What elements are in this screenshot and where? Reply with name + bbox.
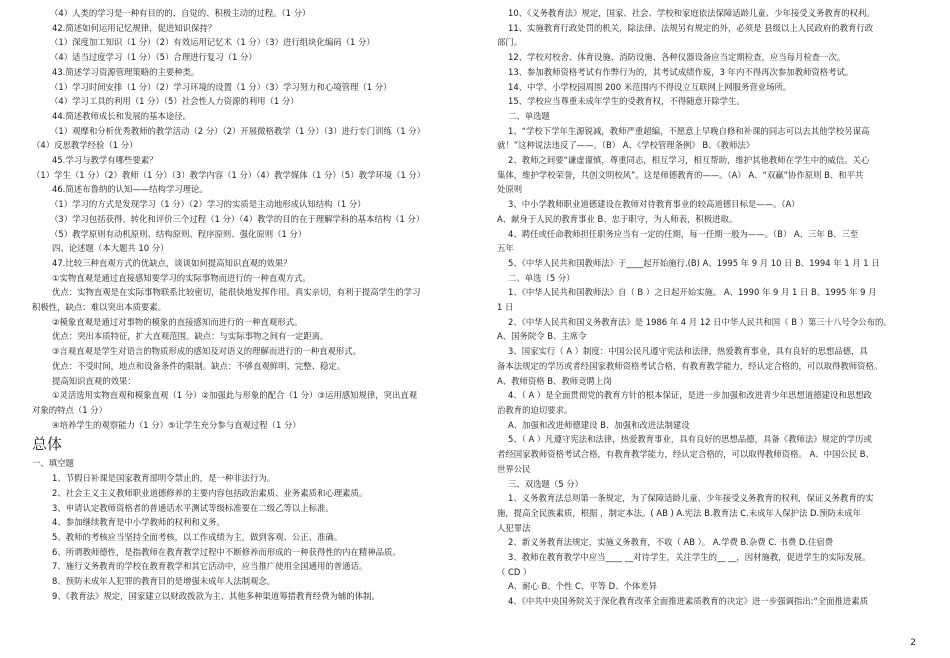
text-line: （4）人类的学习是一种有目的的、自觉的、积极主动的过程。（1 分） — [50, 8, 311, 18]
text-line: 5、《中华人民共和国教师法》于____起开始施行.(B) A、1995 年 9 月 10 日 B、1994 年 1 月 1 日 — [508, 257, 880, 268]
text-line: 8、预防未成年人犯罪的教育目的是增强未成年人法制观念。 — [52, 576, 276, 587]
text-line: 6、所谓教师德性，是指教师在教育教学过程中不断修养而形成的一种获得性的内在精神品质。 — [52, 546, 401, 557]
text-line: A、献身于人民的教育事业 B、忠于职守，为人师表，积极进取。 — [497, 213, 738, 224]
text-line: 13、参加教师资格考试有作弊行为的，其考试成绩作废，3 年内不得再次参加教师资格考试。 — [508, 66, 854, 77]
text-line: （1）深度加工知识（1 分）（2）有效运用记忆术（1 分）（3）进行组块化编码（1 分） — [50, 37, 375, 48]
text-line: 1 日 — [497, 302, 514, 313]
text-line: ②模象直观是通过对事物的模象的直接感知而进行的一种直观形式。 — [52, 316, 303, 327]
section-title: 总体 — [32, 435, 63, 454]
left-top-block — [32, 6, 456, 432]
text-line: 1、节假日补课是国家教育部明令禁止的，是一种非法行为。 — [52, 473, 276, 484]
text-line: ③言观直观是学生对语言的物质形成的感知及对语义的理解而进行的一种直观形式。 — [52, 346, 362, 357]
text-line: （1）学习的方式是发现学习（1 分）（2）学习的实质是主动地形成认知结构（1 分） — [50, 199, 366, 210]
text-line: 2、《中华人民共和国义务教育法》是 1986 年 4 月 12 日中华人民共和国（ B ）第三十八号令公布的。 — [508, 316, 892, 327]
text-line: （5）教学原则有动机原则、结构原则、程序原则、强化原则（1 分） — [50, 228, 307, 239]
text-line: 4、（ A ）是全面贯彻党的教育方针的根本保证，是进一步加强和改进青少年思想道德建设和思想政 — [508, 390, 872, 401]
text-line: 提高知识直观的效果： — [52, 375, 136, 386]
question-title: 47.比较三种直观方式的优缺点，谈谈如何提高知识直观的效果？ — [52, 257, 292, 268]
text-line: 5、（ A ）凡遵守宪法和法律，热爱教育事业，具有良好的思想品德，具备《教师法》规定的学历或 — [508, 434, 872, 445]
text-line: （4）学习工具的利用（1 分）（5）社会性人力资源的利用（1 分） — [50, 96, 299, 107]
text-line: 4、《中共中央国务院关于深化教育改革全面推进素质教育的决定》进一步强调指出:“全面推进素质 — [508, 596, 869, 607]
text-line: A、国务院令 B、主席令 — [497, 331, 587, 342]
question-title: 45.学习与教学有哪些要素？ — [52, 155, 158, 166]
text-line: 施，提高全民族素质，根据 ，制定本法。( AB ) A.宪法 B.教育法 C.未成年人保护法 D.预防未成年 — [497, 507, 862, 518]
text-line: 2、社会主义主义教师职业道德修养的主要内容包括政治素质、业务素质和心理素质。 — [52, 487, 368, 498]
text-line: （1）观摩和分析优秀教师的教学活动（2 分）（2）开展微格教学（1 分）（3）进行专门训练（1 分） — [50, 125, 425, 136]
text-line: 11、实施教育行政处罚的机关，除法律、法规另有规定的外，必须是 县级以上人民政府的教育行政 — [508, 22, 874, 33]
text-line: 部门。 — [497, 37, 523, 48]
text-line: 五年 — [497, 243, 514, 254]
text-line: 14、中学、小学校园周围 200 米范围内不得设立互联网上网服务营业场所。 — [508, 81, 792, 92]
question-title: 44.简述教师成长和发展的基本途径。 — [52, 110, 191, 121]
section-heading: 二、单选（5 分） — [508, 272, 575, 283]
section-heading: 二、单选题 — [508, 110, 550, 121]
text-line: 处原则 — [497, 184, 523, 195]
text-line: （ CD ） — [497, 566, 532, 577]
page-number: 2 — [910, 638, 916, 648]
text-line: 治教育的迫切要求。 — [497, 404, 573, 415]
text-line: A、教师资格 B、教师竞聘上岗 — [497, 375, 612, 386]
section-heading: 三、双选题（5 分） — [508, 478, 583, 489]
question-title: 43.简述学习资源管理策略的主要种类。 — [52, 66, 200, 77]
text-line: 15、学校应当尊重未成年学生的受教育权，不得随意开除学生。 — [508, 96, 745, 107]
text-line: ④培养学生的观察能力（1 分）⑤让学生充分参与直观过程（1 分） — [52, 419, 301, 430]
text-line: 4、参加继续教育是中小学教师的权利和义务。 — [52, 517, 225, 528]
text-line: 7、施行义务教育的学校在教育教学和其它活动中，应当推广使用全国通用的普通话。 — [52, 561, 368, 572]
text-line: 优点：突出本质特征，扩大直观范围。缺点：与实际事物之间有一定距离。 — [52, 331, 329, 342]
text-line: （1）学习时间安排（1 分）（2）学习环境的设置（1 分）（3）学习努力和心境管理（1 分） — [50, 81, 392, 92]
text-line: 3、国家实行（ A ）制度：中国公民凡遵守宪法和法律，热爱教育事业，具有良好的思想品德，具 — [508, 346, 868, 357]
text-line: 对象的特点（1 分） — [32, 404, 107, 415]
text-line: 就！”这种说法违反了——。（B） A、《学校管理条例》 B、《教师法》 — [497, 140, 755, 151]
text-line: 10、《义务教育法》规定，国家、社会、学校和家庭依法保障适龄儿童、少年接受义务教育的权利。 — [508, 8, 875, 18]
text-line: 2、新义务教育法规定，实施义务教育，不收（ AB ）。 A.学费 B.杂费 C. 书费 D.住宿费 — [508, 537, 834, 548]
text-line: 人犯罪法 — [497, 522, 531, 533]
left-bottom-block — [32, 456, 456, 603]
text-line: 3、中小学教师职业道德建设在教师对待教育事业的较高道德目标是——。（A） — [508, 199, 800, 210]
text-line: ①灵活选用实物直观和模象直观（1 分）②加强此与形象的配合（1 分）③运用感知规律，突出直观 — [52, 390, 418, 401]
section-heading: 一、填空题 — [32, 458, 74, 469]
text-line: 1、《中华人民共和国教师法》自（ B ）之日起开始实施。 A、1990 年 9 月 1 日 B、1995 年 9 月 — [508, 287, 877, 298]
question-title: 42.简述如何运用记忆规律，促进知识保持？ — [52, 22, 217, 33]
text-line: 5、教师的考核应当坚持全面考核，以工作成绩为主，做到客观、公正、准确。 — [52, 531, 343, 542]
text-line: ①实物直观是通过直接感知要学习的实际事物而进行的一种直观方式。 — [52, 272, 311, 283]
text-line: 3、教师在教育教学中应当____ __对待学生，关注学生的__ __，因材施教，促进学生的实际发展。 — [508, 552, 871, 563]
text-line: （4）反思教学经验（1 分） — [32, 140, 138, 151]
text-line: A、耐心 B、个性 C、平等 D、个体差异 — [508, 581, 658, 592]
left-column — [32, 6, 456, 603]
text-line: 9、《教育法》规定，国家建立以财政拨款为主、其他多种渠道筹措教育经费为辅的体制。 — [52, 590, 380, 601]
text-line: 12、学校对校舍、体育设施、消防设施、各种仪器设备应当定期检查，应当每月检查一次。 — [508, 52, 846, 63]
text-line: 备本法规定的学历或者经国家教师资格考试合格，有教育教学能力，经认定合格的，可以取得教师资格。 — [497, 360, 883, 371]
question-title: 46.简述布鲁纳的认知——结构学习理论。 — [52, 184, 208, 195]
text-line: 1、义务教育法总则第一条规定，为了保障适龄儿童、少年接受义务教育的权利，保证义务教育的实 — [508, 493, 874, 504]
text-line: 优点：不受时间，地点和设备条件的限制。缺点：不够直观鲜明、完整、稳定。 — [52, 360, 346, 371]
text-line: 4、聘任或任命教师担任职务应当有一定的任期，每一任期一般为——。（B） A、三年 B、三至 — [508, 228, 859, 239]
text-line: 世界公民 — [497, 463, 531, 474]
text-line: 者经国家教师资格考试合格，有教育教学能力，经认定合格的，可以取得教师资格。 A、中国公民 B、 — [497, 449, 874, 460]
text-line: （3）学习包括获得、转化和评价三个过程（1 分）（4）教学的目的在于理解学科的基本结构（1 分） — [50, 213, 425, 224]
text-line: A、加强和改进师德建设 B、加强和改进法制建设 — [508, 419, 690, 430]
text-line: 集体，维护学校荣誉，共创文明校风”。这是师德教育的——。（A） A、“双赢”协作原则 B、和平共 — [497, 169, 864, 180]
text-line: （1）学生（1 分）（2）教师（1 分）（3）教学内容（1 分）（4）教学媒体（1 分）（5）教学环境（1 分） — [32, 169, 426, 180]
text-line: 2、教师之间要“谦虚谨慎，尊重同志，相互学习，相互帮助，维护其他教师在学生中的威信。关心 — [508, 155, 870, 166]
right-column — [497, 6, 919, 609]
section-heading: 四、论述题（本大题共 10 分） — [52, 243, 169, 254]
text-line: 优点：实物直观是在实际事物联系比较密切，能很快地发挥作用。真实亲切，有利于提高学生的学习 — [52, 287, 421, 298]
text-line: （4）适当过度学习（1 分）（5）合理进行复习（1 分） — [50, 52, 257, 63]
text-line: 1、“学校下学年生源锐减，教师严重超编，不愿意上早晚自修和补课的同志可以去其他学校另谋高 — [508, 125, 870, 136]
text-line: 积极性，缺点：难以突出本质要素。 — [32, 302, 166, 313]
text-line: 3、申请认定教师资格者的普通话水平测试等级标准要在二级乙等以上标准。 — [52, 502, 334, 513]
